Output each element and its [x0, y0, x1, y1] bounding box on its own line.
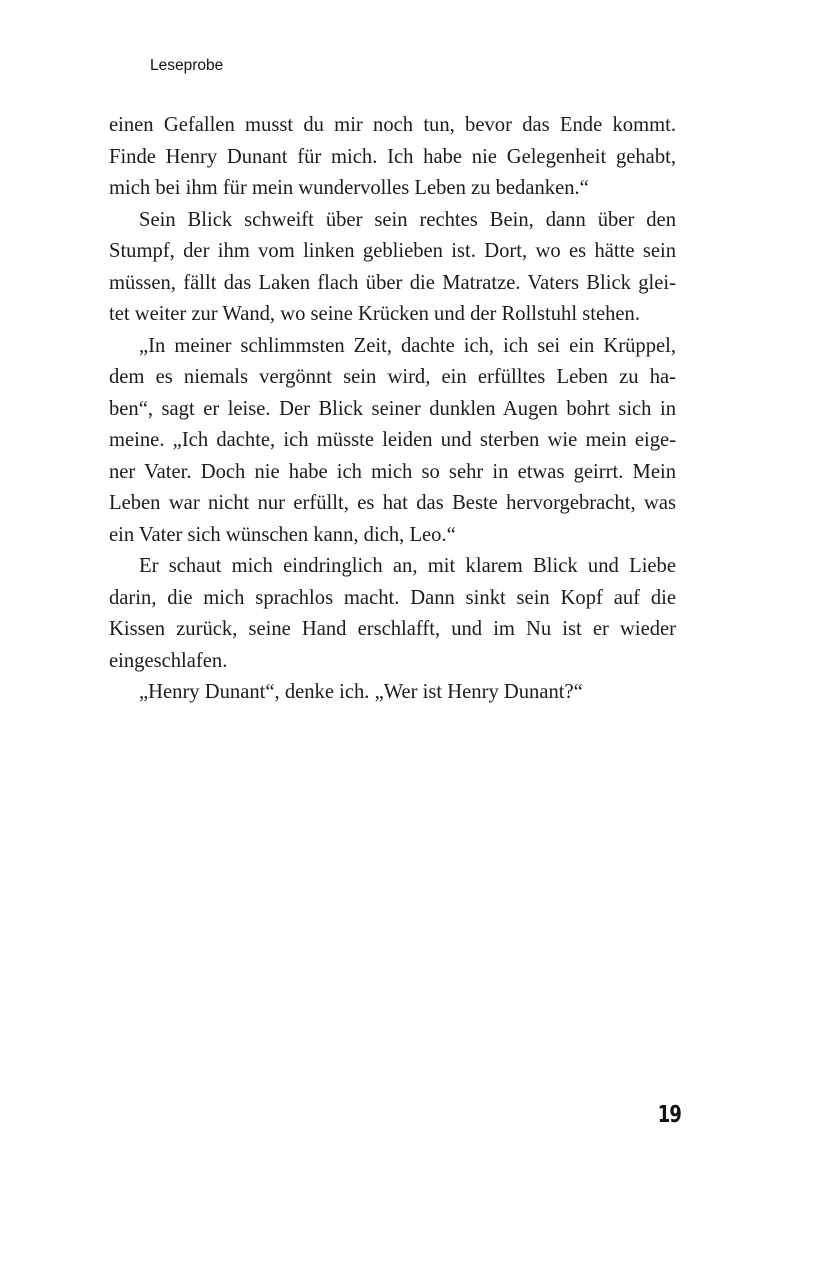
text-line: darin, die mich sprachlos macht. Dann sinkt sein Kopf auf die [109, 586, 676, 609]
text-line: dem es niemals vergönnt sein wird, ein erfülltes Leben zu ha- [109, 366, 676, 388]
paragraph [109, 331, 676, 552]
paragraph [109, 551, 676, 677]
text-line: müssen, fällt das Laken flach über die Matratze. Vaters Blick glei- [109, 271, 676, 294]
page-number: 19 [657, 1102, 682, 1128]
text-line: „In meiner schlimmsten Zeit, dachte ich, ich sei ein Krüppel, [139, 334, 676, 357]
running-header: Leseprobe [150, 57, 224, 74]
text-line: Sein Blick schweift über sein rechtes Bein, dann über den [139, 208, 676, 231]
text-line: „Henry Dunant“, denke ich. „Wer ist Henry Dunant?“ [139, 681, 583, 703]
text-line: ein Vater sich wünschen kann, dich, Leo.“ [109, 523, 456, 546]
body-text [109, 110, 676, 709]
text-line: mich bei ihm für mein wundervolles Leben zu bedanken.“ [109, 177, 589, 199]
paragraph [109, 677, 676, 709]
text-line: meine. „Ich dachte, ich müsste leiden und sterben wie mein eige- [109, 429, 676, 451]
text-line: Er schaut mich eindringlich an, mit klarem Blick und Liebe [139, 555, 676, 577]
text-line: ben“, sagt er leise. Der Blick seiner dunklen Augen bohrt sich in [109, 397, 676, 420]
text-line: Finde Henry Dunant für mich. Ich habe nie Gelegenheit gehabt, [109, 145, 676, 168]
text-line: ner Vater. Doch nie habe ich mich so sehr in etwas geirrt. Mein [109, 460, 676, 483]
paragraph [109, 205, 676, 331]
text-line: einen Gefallen musst du mir noch tun, bevor das Ende kommt. [109, 114, 676, 136]
text-line: Stumpf, der ihm vom linken geblieben ist. Dort, wo es hätte sein [109, 240, 676, 262]
paragraph [109, 110, 676, 205]
text-line: tet weiter zur Wand, wo seine Krücken und der Rollstuhl stehen. [109, 303, 640, 325]
text-line: Leben war nicht nur erfüllt, es hat das Beste hervorgebracht, was [109, 492, 676, 514]
text-line: Kissen zurück, seine Hand erschlafft, und im Nu ist er wieder [109, 618, 676, 640]
text-line: eingeschlafen. [109, 649, 228, 672]
